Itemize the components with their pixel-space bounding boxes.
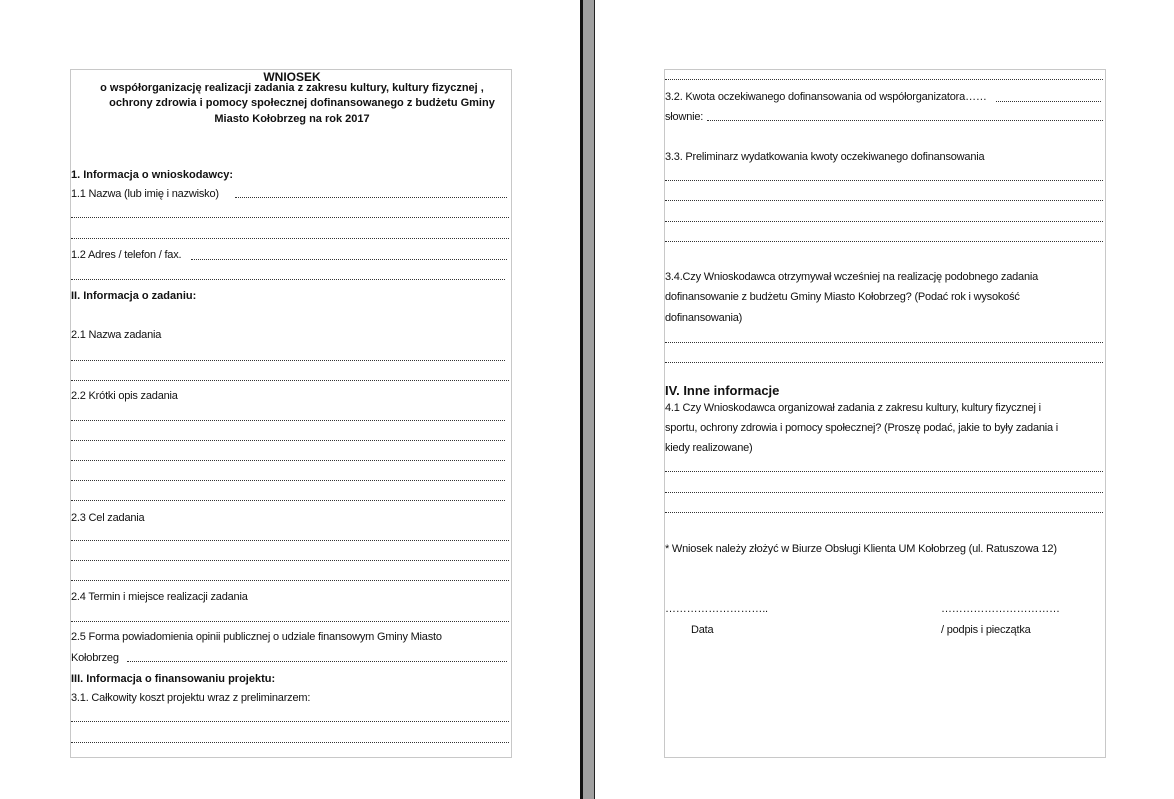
field-task-name-label: 2.1 Nazwa zadania [71,329,162,341]
field-spending-plan-line[interactable] [665,180,1103,181]
field-previous-funding-label-line-2: dofinansowanie z budżetu Gminy Miasto Kołobrzeg? (Podać rok i wysokość [665,291,1020,303]
field-past-tasks-line[interactable] [665,492,1103,493]
field-task-description-line[interactable] [71,460,505,461]
field-task-description-line[interactable] [71,500,505,501]
field-previous-funding-label-line-3: dofinansowania) [665,312,743,324]
field-total-cost-line[interactable] [71,742,509,743]
section-other-info-heading: IV. Inne informacje [665,383,780,398]
document-subtitle-line-3: Miasto Kołobrzeg na rok 2017 [214,113,370,125]
section-financing-heading: III. Informacja o finansowaniu projektu: [71,673,276,685]
field-previous-funding-label-line-1: 3.4.Czy Wnioskodawca otrzymywał wcześniej na realizację podobnego zadania [665,271,1039,283]
field-amount-in-words-label: słownie: [665,111,704,123]
document-title: WNIOSEK [263,70,321,84]
page-1-content-frame [70,69,512,758]
field-total-cost-label: 3.1. Całkowity koszt projektu wraz z preliminarzem: [71,692,311,704]
field-amount-in-words-line[interactable] [707,120,1103,121]
field-name-label: 1.1 Nazwa (lub imię i nazwisko) [71,188,219,200]
field-publicity-line[interactable] [127,661,507,662]
submission-note: * Wniosek należy złożyć w Biurze Obsługi Klienta UM Kołobrzeg (ul. Ratuszowa 12) [665,543,1057,555]
field-previous-funding-line[interactable] [665,342,1103,343]
page-2-content-frame [664,69,1106,758]
field-expected-funding-line[interactable] [996,101,1101,102]
field-publicity-label-line-2: Kołobrzeg [71,652,119,664]
field-date-place-line[interactable] [71,621,509,622]
field-total-cost-line[interactable] [71,721,509,722]
field-continuation-line[interactable] [665,79,1103,80]
field-task-description-line[interactable] [71,420,505,421]
field-spending-plan-label: 3.3. Preliminarz wydatkowania kwoty oczekiwanego dofinansowania [665,151,985,163]
signature-stamp-label: / podpis i pieczątka [941,624,1031,636]
field-past-tasks-label-line-1: 4.1 Czy Wnioskodawca organizował zadania z zakresu kultury, kultury fizycznej i [665,402,1041,414]
section-task-heading: II. Informacja o zadaniu: [71,290,197,302]
field-task-goal-line[interactable] [71,560,509,561]
field-task-name-line[interactable] [71,360,505,361]
field-previous-funding-line[interactable] [665,362,1103,363]
document-subtitle-line-1: o współorganizację realizacji zadania z zakresu kultury, kultury fizycznej , [100,82,484,94]
field-task-description-label: 2.2 Krótki opis zadania [71,390,178,402]
field-task-goal-label: 2.3 Cel zadania [71,512,145,524]
field-expected-funding-label: 3.2. Kwota oczekiwanego dofinansowania od współorganizatora…… [665,91,987,103]
field-name-line[interactable] [71,217,509,218]
field-spending-plan-line[interactable] [665,221,1103,222]
field-task-description-line[interactable] [71,480,505,481]
document-page-2 [594,0,1174,799]
field-name-line[interactable] [71,238,509,239]
document-subtitle-line-2: ochrony zdrowia i pomocy społecznej dofinansowanego z budżetu Gminy [109,97,495,109]
field-address-line[interactable] [71,279,505,280]
field-spending-plan-line[interactable] [665,241,1103,242]
field-date-place-label: 2.4 Termin i miejsce realizacji zadania [71,591,248,603]
field-publicity-label-line-1: 2.5 Forma powiadomienia opinii publicznej o udziale finansowym Gminy Miasto [71,631,442,643]
field-past-tasks-label-line-3: kiedy realizowane) [665,442,753,454]
field-name-line[interactable] [235,197,507,198]
field-past-tasks-line[interactable] [665,471,1103,472]
field-task-goal-line[interactable] [71,540,509,541]
field-past-tasks-label-line-2: sportu, ochrony zdrowia i pomocy społecznej? (Proszę podać, jakie to były zadania i [665,422,1059,434]
field-spending-plan-line[interactable] [665,200,1103,201]
date-label: Data [691,624,714,636]
field-task-goal-line[interactable] [71,580,509,581]
date-signature-dots[interactable]: ……………………….. [665,603,768,615]
field-address-line[interactable] [191,259,507,260]
signature-dots[interactable]: …………………………… [941,603,1060,615]
field-past-tasks-line[interactable] [665,512,1103,513]
field-address-label: 1.2 Adres / telefon / fax. [71,249,182,261]
section-applicant-heading: 1. Informacja o wnioskodawcy: [71,169,233,181]
document-page-1 [0,0,583,799]
field-task-name-line[interactable] [71,380,509,381]
field-task-description-line[interactable] [71,440,505,441]
